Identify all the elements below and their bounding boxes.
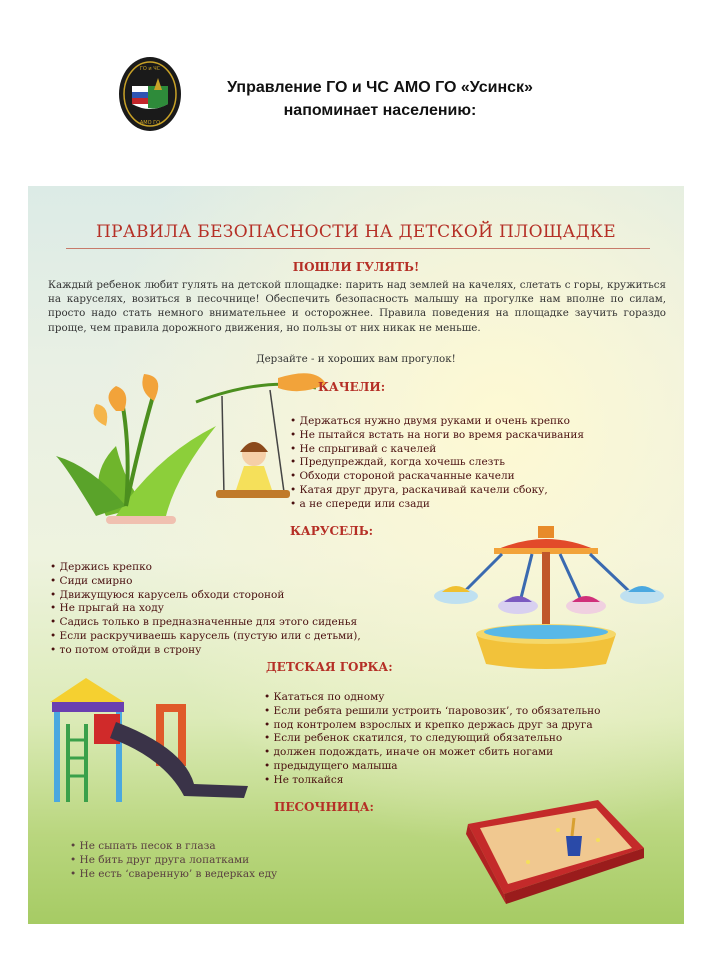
list-item: • а не спереди или сзади — [290, 498, 670, 512]
list-item: • под контролем взрослых и крепко держась друг за друга — [264, 719, 678, 733]
list-item: • Держаться нужно двумя руками и очень крепко — [290, 415, 670, 429]
swing-heading: КАЧЕЛИ: — [318, 380, 386, 394]
list-item: • Не бить друг друга лопатками — [70, 854, 390, 868]
swing-rules — [290, 415, 670, 512]
list-item: • Если ребята решили устроить ‘паровозик’, то обязательно — [264, 705, 678, 719]
list-item: • Не есть ‘сваренную’ в ведерках еду — [70, 868, 390, 882]
title-divider — [66, 248, 650, 249]
list-item: • должен подождать, иначе он может сбить ногами — [264, 746, 678, 760]
sandbox-illustration — [448, 790, 648, 906]
safety-poster — [28, 186, 684, 924]
list-item: • Садись только в предназначенные для этого сиденья — [50, 616, 450, 630]
svg-text:АМО ГО: АМО ГО — [139, 120, 161, 126]
slide-illustration — [44, 674, 254, 804]
intro-heading: ПОШЛИ ГУЛЯТЬ! — [292, 260, 420, 274]
intro-text: Каждый ребенок любит гулять на детской площадке: парить над землей на качелях, слетать с горы, кружиться на каруселях, возиться в песочнице! Обеспечить безопасность малышу на прогулке нам вполне по силам, просто надо стать немного внимательнее и осторожнее. Правила поведения на площадке заучить гораздо проще, чем правила дорожного движения, но пользы от них никак не меньше. — [48, 279, 666, 334]
sandbox-heading: ПЕСОЧНИЦА: — [274, 800, 374, 814]
outro-text: Дерзайте - и хороших вам прогулок! — [256, 353, 456, 365]
list-item: • Кататься по одному — [264, 691, 678, 705]
list-item: • то потом отойди в строну — [50, 644, 450, 658]
poster-title: ПРАВИЛА БЕЗОПАСНОСТИ НА ДЕТСКОЙ ПЛОЩАДКЕ — [95, 222, 616, 242]
header-title-line1: Управление ГО и ЧС АМО ГО «Усинск» — [227, 79, 533, 96]
slide-rules — [264, 691, 678, 788]
list-item: • Не толкайся — [264, 774, 678, 788]
header-title-line2: напоминает населению: — [283, 102, 477, 119]
carousel-rules — [50, 561, 450, 658]
list-item: • Катая друг друга, раскачивай качели сбоку, — [290, 484, 670, 498]
list-item: • Держись крепко — [50, 561, 450, 575]
list-item: • Движущуюся карусель обходи стороной — [50, 589, 450, 603]
list-item: • Сиди смирно — [50, 575, 450, 589]
emblem-icon — [118, 56, 182, 132]
list-item: • Не пытайся встать на ноги во время раскачивания — [290, 429, 670, 443]
list-item: • Не спрыгивай с качелей — [290, 443, 670, 457]
list-item: • Предупреждай, когда хочешь слезть — [290, 456, 670, 470]
list-item: • предыдущего малыша — [264, 760, 678, 774]
carousel-heading: КАРУСЕЛЬ: — [290, 524, 374, 538]
swing-illustration — [46, 366, 326, 526]
carousel-illustration — [432, 522, 670, 682]
list-item: • Не прыгай на ходу — [50, 602, 450, 616]
list-item: • Обходи стороной раскачанные качели — [290, 470, 670, 484]
list-item: • Если раскручиваешь карусель (пустую или с детьми), — [50, 630, 450, 644]
svg-text:ГО и ЧС: ГО и ЧС — [139, 66, 161, 72]
header-title — [190, 76, 570, 122]
list-item: • Если ребенок скатился, то следующий обязательно — [264, 732, 678, 746]
slide-heading: ДЕТСКАЯ ГОРКА: — [266, 660, 393, 674]
sandbox-rules — [70, 840, 390, 881]
list-item: • Не сыпать песок в глаза — [70, 840, 390, 854]
page-header — [0, 0, 720, 150]
